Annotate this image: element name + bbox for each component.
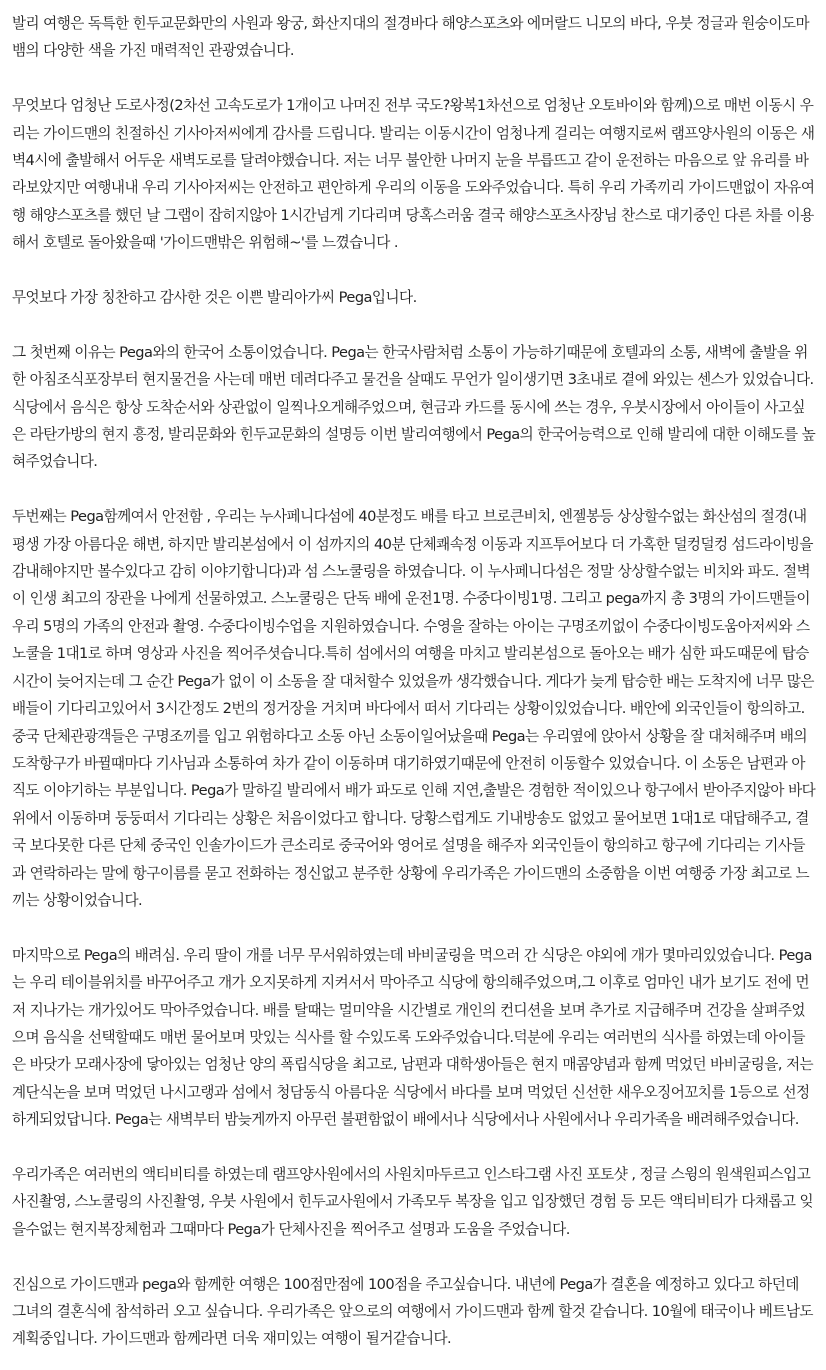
paragraph-activities: 우리가족은 여러번의 액티비티를 하였는데 램프양사원에서의 사원치마두르고 인스타그램 사진 포토샷 , 정글 스윙의 원색원피스입고 사진촬영, 스노쿨링의 사진촬영, 우붓 사원에서 힌두교사원에서 가족모두 복장을 입고 입장했던 경험 등 모든 액티비티가 다채롭고 잊을수없는 현지복장체험과 그때마다 Pega가 단체사진을 찍어주고 설명과 도움을 주었습니다. — [12, 1165, 814, 1238]
paragraph-first-reason: 그 첫번째 이유는 Pega와의 한국어 소통이었습니다. Pega는 한국사람처럼 소통이 가능하기때문에 호텔과의 소통, 새벽에 출발을 위한 아침조식포장부터 현지물건을 사는데 매번 데려다주고 물건을 살때도 무언가 일이생기면 3초내로 곁에 와있는 센스가 있었습니다. 식당에서 음식은 항상 도착순서와 상관없이 일찍나오게해주었으며, 현금과 카드를 동시에 쓰는 경우, 우붓시장에서 아이들이 사고싶은 라탄가방의 현지 흥정, 발리문화와 힌두교문화의 설명등 이번 발리여행에서 Pega의 한국어능력으로 인해 발리에 대한 이해도를 높혀주었습니다. — [12, 343, 816, 471]
paragraph-intro: 발리 여행은 독특한 힌두교문화만의 사원과 왕궁, 화산지대의 절경바다 해양스포츠와 에머랄드 니모의 바다, 우붓 정글과 원숭이도마뱀의 다양한 색을 가진 매력적인 관광였습니다. — [12, 15, 809, 60]
paragraph-closing: 진심으로 가이드맨과 pega와 함께한 여행은 100점만점에 100점을 주고싶습니다. 내년에 Pega가 결혼을 예정하고 있다고 하던데 그녀의 결혼식에 참석하러 오고 싶습니다. 우리가족은 앞으로의 여행에서 가이드맨과 함께 할것 같습니다. 10월에 태국이나 베트남도 계획중입니다. 가이드맨과 함께라면 더욱 재미있는 여행이 될거같습니다. — [12, 1275, 813, 1348]
paragraph-second-reason: 두번째는 Pega함께여서 안전함 , 우리는 누사페니다섬에 40분정도 배를 타고 브로큰비치, 엔젤봉등 상상할수없는 화산섬의 절경(내 평생 가장 아름다운 해변, 하지만 발리본섬에서 이 섬까지의 40분 단체쾌속정 이동과 지프투어보다 더 가혹한 덜컹덜컹 섬드라이빙을 감내해야지만 볼수있다고 감히 이야기합니다)과 섬 스노쿨링을 하였습니다. 이 누사페니다섬은 정말 상상할수없는 비치와 파도. 절벽이 인생 최고의 장관을 나에게 선물하였고. 스노쿨링은 단독 배에 운전1명. 수중다이빙1명. 그리고 pega까지 총 3명의 가이드맨들이 우리 5명의 가족의 안전과 촬영. 수중다이빙수업을 지원하였습니다. 수영을 잘하는 아이는 구명조끼없이 수중다이빙도움아저씨와 스노쿨을 1대1로 하며 영상과 사진을 찍어주셧습니다.특히 섬에서의 여행을 마치고 발리본섬으로 돌아오는 배가 심한 파도때문에 탑승시간이 늦어지는데 그 순간 Pega가 없이 이 소동을 잘 대처할수 있었을까 생각했습니다. 게다가 늦게 탑승한 배는 도착지에 너무 많은 배들이 기다리고있어서 3시간정도 2번의 정거장을 거치며 바다에서 떠서 기다리는 상황이있었습니다. 배안에 외국인들이 항의하고. 중국 단체관광객들은 구명조끼를 입고 위험하다고 소동 아닌 소동이일어났을때 Pega는 우리옆에 앉아서 상황을 잘 대처해주며 배의 도착항구가 바뀔때마다 기사님과 소통하여 차가 같이 이동하며 대기하였기때문에 안전히 이동할수 있었습니다. 이 소동은 남편과 아직도 이야기하는 부분입니다. Pega가 말하길 발리에서 배가 파도로 인해 지연,출발은 경험한 적이있으나 항구에서 받아주지않아 바다위에서 이동하며 둥둥떠서 기다리는 상황은 처음이었다고 합니다. 당황스럽게도 기내방송도 없었고 물어보면 1대1로 대답해주고, 결국 보다못한 다른 단체 중국인 인솔가이드가 큰소리로 중국어와 영어로 설명을 해주자 외국인들이 항의하고 항구에 기다리는 기사들과 연락하라는 말에 항구이름를 묻고 전화하는 정신없고 분주한 상황에 우리가족은 가이드맨의 소중함을 이번 여행중 가장 최고로 느끼는 상황이었습니다. — [12, 508, 816, 909]
paragraph-road-conditions: 무엇보다 엄청난 도로사정(2차선 고속도로가 1개이고 나머진 전부 국도?왕복1차선으로 엄청난 오토바이와 함께)으로 매번 이동시 우리는 가이드맨의 친절하신 기사아저씨에게 감사를 드립니다. 발리는 이동시간이 엄청나게 걸리는 여행지로써 램프양사원의 이동은 새벽4시에 출발해서 어두운 새벽도로를 달려야했습니다. 저는 너무 불안한 나머지 눈을 부릅뜨고 같이 운전하는 마음으로 앞 유리를 바라보았지만 여행내내 우리 기사아저씨는 안전하고 편안하게 우리의 이동을 도와주었습니다. 특히 우리 가족끼리 가이드맨없이 자유여행 해양스포츠를 했던 날 그랩이 잡히지않아 1시간넘게 기다리며 당혹스러움 결국 해양스포츠사장님 찬스로 대기중인 다른 차를 이용해서 호텔로 돌아왔을때 '가이드맨밖은 위험해~'를 느꼈습니다 . — [12, 97, 815, 252]
paragraph-consideration: 마지막으로 Pega의 배려심. 우리 딸이 개를 너무 무서워하였는데 바비굴링을 먹으러 간 식당은 야외에 개가 몇마리있었습니다. Pega는 우리 테이블위치를 바꾸어주고 개가 오지못하게 지켜서서 막아주고 식당에 항의해주었으며,그 이후로 엄마인 내가 보기도 전에 먼저 지나가는 개가있어도 막아주었습니다. 배를 탈때는 멀미약을 시간별로 개인의 컨디션을 보며 추가로 지급해주며 건강을 살펴주었으며 음식을 선택할때도 매번 물어보며 맛있는 식사를 할 수있도록 도와주었습니다.덕분에 우리는 여러번의 식사를 하였는데 아이들은 바닷가 모래사장에 닿아있는 엄청난 양의 폭립식당을 최고로, 남편과 대학생아들은 현지 매콤양념과 함께 먹었던 바비굴링을, 저는 계단식논을 보며 먹었던 나시고랭과 섬에서 청담동식 아름다운 식당에서 바다를 보며 먹었던 신선한 새우오징어꼬치를 1등으로 선정하게되었답니다. Pega는 새벽부터 밤늦게까지 아무런 불편함없이 배에서나 식당에서나 사원에서나 우리가족을 배려해주었습니다. — [12, 946, 814, 1129]
paragraph-praise-pega: 무엇보다 가장 칭찬하고 감사한 것은 이쁜 발리아가씨 Pega입니다. — [12, 289, 417, 307]
